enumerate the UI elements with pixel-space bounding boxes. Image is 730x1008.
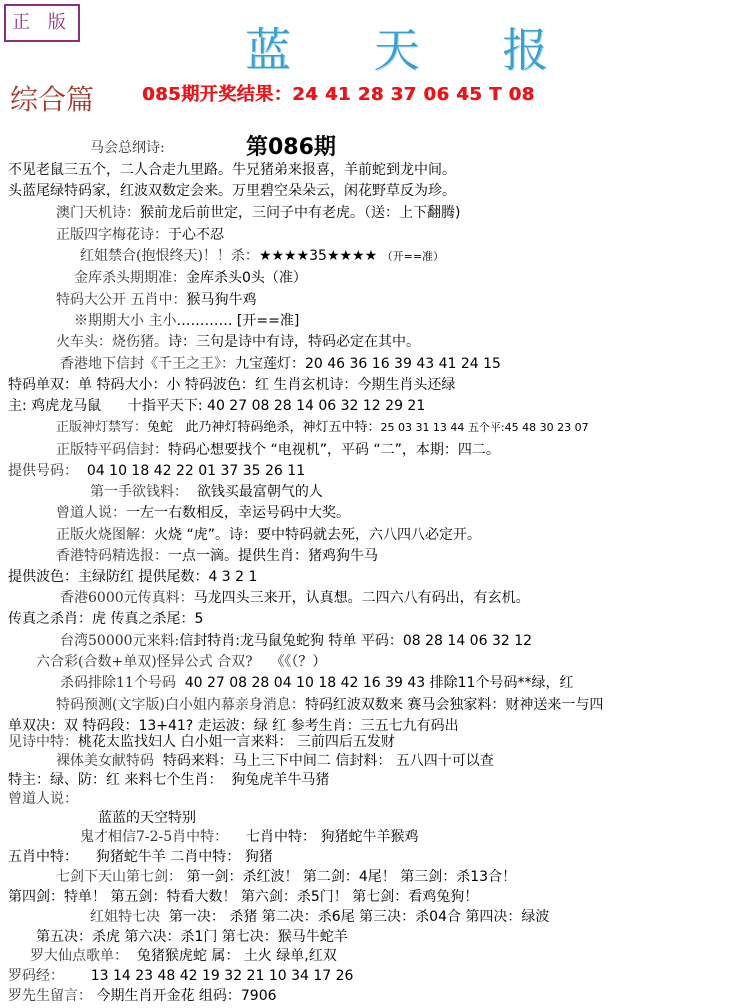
first-hand — [90, 482, 323, 502]
plum-verse — [56, 225, 224, 245]
seven-swords-label: 七剑下天山第七剑： — [56, 869, 182, 885]
seven-zodiac-text: 狗兔虎羊牛马猪 — [231, 772, 330, 788]
luo-message-label: 罗先生留言： — [8, 988, 92, 1004]
hk-envelope — [60, 354, 501, 374]
draw-result: 085期开奖结果：24 41 28 37 06 45 T 08 — [142, 84, 535, 105]
hk-selection-label: 香港特码精选报： — [56, 548, 168, 564]
seven-swords — [56, 867, 516, 887]
swords-continued: 第四剑：特单！ 第五剑：特看大数！ 第六剑：杀5门！ 第七剑：看鸡兔狗！ — [8, 889, 479, 905]
luo-code — [8, 966, 353, 986]
priest-says — [56, 503, 350, 523]
text-forecast — [56, 695, 603, 715]
hk-selection-text: 一点一滴。提供生肖：猪鸡狗牛马 — [168, 548, 378, 564]
luo-message-text: 今期生肖开金花 组码：7906 — [96, 988, 277, 1004]
seven-swords-text: 第一剑：杀红波！ 第二剑：4尾！ 第三剑：杀13合！ — [186, 869, 517, 885]
big-small-label: ※期期大小 主小 — [74, 313, 177, 329]
vault-kill — [74, 268, 307, 288]
code-attributes: 特码单双：单 特码大小：小 特码波色：红 生肖玄机诗：今期生肖头还绿 — [8, 377, 456, 393]
numbers-provided-label: 提供号码： — [8, 463, 78, 479]
luo-message — [8, 986, 277, 1006]
luo-code-label: 罗码经： — [8, 968, 64, 984]
exclude-numbers-label: 杀码排除11个号码 — [60, 675, 176, 691]
wave-color: 提供波色：主绿防红 提供尾数：4 3 2 1 — [8, 569, 258, 585]
five-special-label: 五肖中特： — [8, 849, 78, 865]
luo-code-text: 13 14 23 48 42 19 32 21 10 34 17 26 — [90, 968, 354, 984]
magic-lamp-zodiac: 兔蛇 — [147, 420, 174, 435]
priest-says-2: 曾道人说： — [8, 791, 78, 807]
seven-decisions — [90, 907, 549, 927]
red-sister-kill-stars: ★★★★35★★★★ — [258, 248, 378, 264]
vault-kill-text: 金库杀头0头（准） — [186, 270, 307, 286]
seven-decisions-text: 第一决： 杀猪 第二决：杀6尾 第三决：杀04合 第四决：绿波 — [168, 909, 550, 925]
five-special-text: 狗猪蛇牛羊 二肖中特： 狗猪 — [95, 849, 273, 865]
magic-lamp-numbers: 25 03 31 13 44 五个平:45 48 30 23 07 — [380, 421, 589, 434]
decisions-continued: 第五决：杀虎 第六决：杀1门 第七决：猴马牛蛇羊 — [36, 929, 348, 945]
priest-says-label: 曾道人说： — [56, 505, 126, 521]
magic-lamp — [56, 418, 589, 438]
fire-chart-text: 火烧 “虎”。诗：要中特码就去死，六八四八必定开。 — [154, 527, 481, 543]
fire-chart-label: 正版火烧图解： — [56, 527, 154, 543]
authentic-badge: 正 版 — [4, 4, 80, 42]
plum-verse-text: 于心不忍 — [168, 227, 224, 243]
hk-fax — [60, 588, 530, 608]
taiwan-material — [60, 631, 532, 651]
five-zodiac — [56, 290, 256, 310]
blue-sky: 蓝蓝的天空特别 — [98, 810, 196, 826]
seven-decisions-label: 红姐特七决 — [90, 909, 160, 925]
text-forecast-label: 特码预测(文字版)白小姐内幕亲身消息： — [56, 697, 305, 713]
main-zodiac — [8, 396, 425, 416]
seven-zodiac-label: 特主：绿、防：红 来料七个生肖： — [8, 772, 223, 788]
ghost-seven-text: 七肖中特： 狗猪蛇牛羊猴鸡 — [246, 829, 419, 845]
odd-even: 单双决：双 特码段：13+41? 走运波：绿 红 参考生肖：三五七九有码出 — [8, 718, 459, 734]
text-forecast-text: 特码红波双数来 赛马会独家料：财神送来一与四 — [304, 697, 604, 713]
beauty-special-label: 裸体美女献特码 — [56, 753, 154, 769]
red-sister-kill-note: （开==准） — [381, 250, 445, 263]
formula-label: 六合彩(合数+单双)怪异公式 合双? — [36, 654, 253, 670]
verse-special — [8, 732, 395, 752]
song-list — [30, 946, 337, 966]
flat-envelope — [56, 440, 500, 460]
locomotive-text: 诗：三句是诗中有诗，特码必定在其中。 — [168, 334, 420, 350]
five-special — [8, 847, 273, 867]
paper-title: 蓝 天 报 — [245, 23, 583, 77]
verse-special-text: 桃花太监找妇人 白小姐一言来料： 三前四后五发财 — [78, 734, 395, 750]
magic-lamp-label: 正版神灯禁写： — [56, 420, 148, 435]
taiwan-material-label: 台湾50000元来料: — [60, 633, 180, 649]
hk-envelope-label: 香港地下信封《千王之王》： — [60, 356, 235, 372]
formula-text: 《《（？） — [270, 654, 327, 670]
red-sister-kill — [80, 246, 444, 267]
first-hand-label: 第一手欲钱料： — [90, 484, 188, 500]
exclude-numbers — [60, 673, 573, 693]
macau-verse-text: 猴前龙后前世定，三问子中有老虎。（送：上下翻腾) — [140, 205, 461, 221]
macau-verse-label: 澳门天机诗： — [56, 205, 140, 221]
exclude-numbers-text: 40 27 08 28 04 10 18 42 16 39 43 排除11个号码**绿，红 — [184, 675, 574, 691]
vault-kill-label: 金库杀头期期准： — [74, 270, 186, 286]
fax-kill: 传真之杀肖：虎 传真之杀尾：5 — [8, 611, 204, 627]
numbers-provided — [8, 461, 305, 481]
main-zodiac-text: 主: 鸡虎龙马鼠 — [8, 398, 102, 414]
hk-envelope-text: 九宝莲灯：20 46 36 16 39 43 41 24 15 — [235, 356, 501, 372]
magic-lamp-note: 此乃神灯特码绝杀，神灯五中特： — [185, 420, 381, 435]
big-small-note: ………… [开==准] — [176, 313, 300, 329]
priest-says-text: 一左一右数相反，幸运号码中大奖。 — [126, 505, 350, 521]
plum-verse-label: 正版四字梅花诗： — [56, 227, 168, 243]
verse-special-label: 见诗中特： — [8, 734, 78, 750]
red-sister-kill-label: 红姐禁合(抱恨终天)！！杀： — [80, 248, 259, 264]
fire-chart — [56, 525, 481, 545]
ghost-seven-label: 鬼才相信7-2-5肖中特： — [80, 829, 229, 845]
verse-heading: 马会总纲诗: — [90, 140, 165, 156]
formula — [36, 652, 326, 672]
flat-envelope-text: 特码心想要找个 “电视机”，平码 “二”，本期：四二。 — [168, 442, 500, 458]
song-list-label: 罗大仙点歌单： — [30, 948, 128, 964]
beauty-special-text: 特码来料：马上三下中间二 信封料： 五八四十可以查 — [162, 753, 494, 769]
hk-fax-text: 马龙四头三来开，认真想。二四六八有码出，有玄机。 — [193, 590, 530, 606]
hk-fax-label: 香港6000元传真料： — [60, 590, 194, 606]
song-list-text: 兔猪猴虎蛇 属： 土火 绿单,红双 — [136, 948, 337, 964]
ten-fingers-text: 十指平天下: 40 27 08 28 14 06 32 12 29 21 — [127, 398, 426, 414]
verse-line-2: 头蓝尾绿特码家，红波双数定会来。万里碧空朵朵云，闲花野草反为珍。 — [8, 183, 456, 199]
first-hand-text: 欲钱买最富朝气的人 — [196, 484, 323, 500]
ghost-seven — [80, 827, 418, 847]
section-title: 综合篇 — [10, 83, 95, 116]
macau-verse — [56, 203, 460, 223]
verse-line-1: 不见老鼠三五个，二人合走九里路。牛兄猪弟来报喜，羊前蛇到龙中间。 — [8, 162, 456, 178]
locomotive-label: 火车头：烧伤猪。 — [56, 334, 168, 350]
hk-selection — [56, 546, 378, 566]
big-small — [74, 311, 299, 331]
issue-number: 第086期 — [246, 135, 336, 160]
flat-envelope-label: 正版特平码信封： — [56, 442, 168, 458]
beauty-special — [56, 751, 494, 771]
locomotive — [56, 332, 420, 352]
numbers-provided-text: 04 10 18 42 22 01 37 35 26 11 — [86, 463, 306, 479]
taiwan-material-text: 信封特肖:龙马鼠兔蛇狗 特单 平码：08 28 14 06 32 12 — [179, 633, 533, 649]
seven-zodiac — [8, 770, 329, 790]
five-zodiac-text: 猴马狗牛鸡 — [186, 292, 257, 308]
five-zodiac-label: 特码大公开 五肖中： — [56, 292, 187, 308]
